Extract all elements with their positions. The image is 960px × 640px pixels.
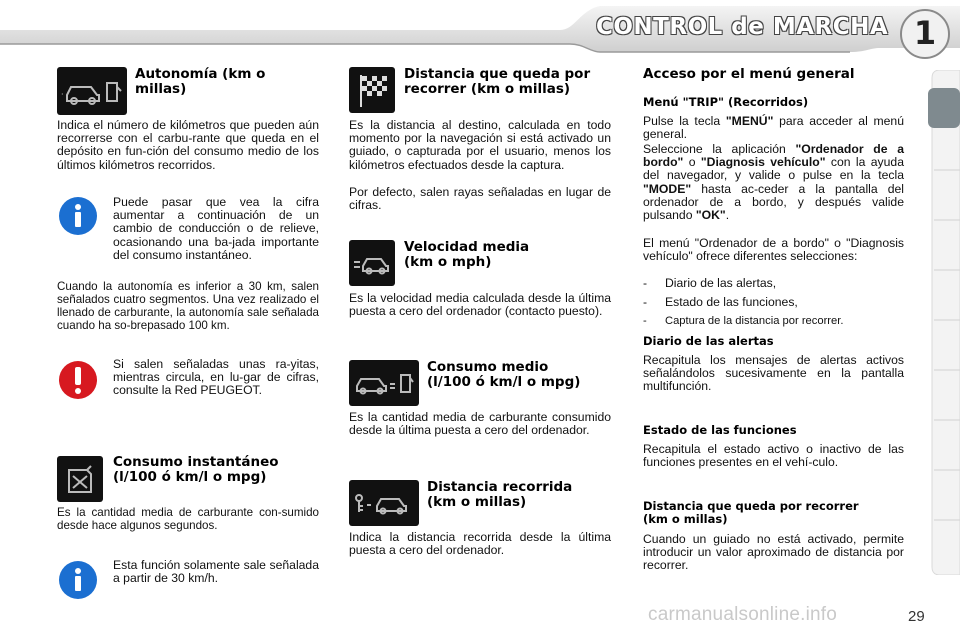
average-consumption-icon — [349, 360, 419, 406]
distancia-recorrer-heading: Distancia que queda por recorrer (km o millas) — [643, 499, 859, 526]
select-application-text: Seleccione la aplicación "Ordenador de a bordo" o "Diagnosis vehículo" con la ayuda del navegador, y valide o pulse en la tecla "MODE" hasta ac-ceder a la pantalla del ordenador de a bordo, y después valide pulsando "OK". — [643, 142, 905, 223]
info-icon-2 — [58, 560, 98, 600]
autonomia-text: Indica el número de kilómetros que pueden aún recorrerse con el carbu-rante que queda en el depósito en fun-ción del consumo medio de los últimos kilómetros recorridos. — [57, 118, 319, 172]
velocidad-media-title: Velocidad media (km o mph) — [404, 239, 530, 270]
info-icon — [58, 196, 98, 236]
selections-list — [643, 276, 905, 333]
menu-trip-heading: Menú "TRIP" (Recorridos) — [643, 95, 809, 109]
info-note-1: Puede pasar que vea la cifra aumentar a continuación de un cambio de conducción o de relieve, ocasionando una ba-jada importante del consumo instantáneo. — [113, 195, 319, 262]
average-speed-icon — [349, 240, 395, 286]
warning-note: Si salen señaladas unas ra-yitas, mientras circula, en lu-gar de cifras, consulte la Red PEUGEOT. — [113, 357, 319, 398]
watermark: carmanualsonline.info — [648, 604, 838, 625]
menu-access-title: Acceso por el menú general — [643, 66, 855, 82]
chapter-tabs[interactable] — [928, 70, 960, 575]
menu-selections-text: El menú "Ordenador de a bordo" o "Diagnosis vehículo" ofrece diferentes selecciones: — [643, 236, 904, 264]
list-item: - Estado de las funciones, — [643, 295, 798, 309]
list-item: - Captura de la distancia por recorrer. — [643, 315, 844, 327]
estado-heading: Estado de las funciones — [643, 423, 797, 437]
fuel-can-icon — [57, 456, 103, 502]
autonomia-low-text: Cuando la autonomía es inferior a 30 km, salen señalados cuatro segmentos. Una vez realizado el llenado de carburante, la autonomía sale señalada cuando ha so-brepasado 100 km. — [57, 280, 319, 332]
checkered-flag-icon — [349, 67, 395, 113]
velocidad-media-text: Es la velocidad media calculada desde la última puesta a cero del ordenador (contacto puesto). — [349, 291, 611, 319]
list-item: - Diario de las alertas, — [643, 276, 777, 290]
chapter-number: 1 — [913, 14, 937, 52]
info-note-2: Esta función solamente sale señalada a partir de 30 km/h. — [113, 558, 319, 586]
diario-text: Recapitula los mensajes de alertas activos señalándolos sucesivamente en la pantalla multifunción. — [643, 353, 904, 394]
page-title: CONTROL de MARCHA — [596, 14, 889, 40]
diario-heading: Diario de las alertas — [643, 334, 774, 348]
consumo-medio-title: Consumo medio (l/100 ó km/l o mpg) — [427, 359, 581, 390]
distance-travelled-icon — [349, 480, 419, 526]
estado-text: Recapitula el estado activo o inactivo de las funciones presentes en el vehí-culo. — [643, 442, 904, 470]
distancia-queda-default: Por defecto, salen rayas señaladas en lugar de cifras. — [349, 185, 611, 213]
distancia-recorrida-title: Distancia recorrida (km o millas) — [427, 479, 573, 510]
distancia-recorrer-text: Cuando un guiado no está activado, permite introducir un valor aproximado de distancia por recorrer. — [643, 532, 904, 573]
autonomia-title: Autonomía (km o millas) — [135, 66, 266, 97]
consumo-medio-text: Es la cantidad media de carburante consumido desde la última puesta a cero del ordenador. — [349, 410, 611, 438]
page-number: 29 — [908, 608, 925, 625]
consumo-instantaneo-title: Consumo instantáneo (l/100 ó km/l o mpg) — [113, 454, 279, 485]
menu-key-text: Pulse la tecla "MENÚ" para acceder al menú general. — [643, 114, 904, 142]
warning-icon — [58, 360, 98, 400]
range-fuel-icon — [57, 67, 127, 115]
distancia-recorrida-text: Indica la distancia recorrida desde la última puesta a cero del ordenador. — [349, 530, 611, 558]
distancia-queda-title: Distancia que queda por recorrer (km o millas) — [404, 66, 591, 97]
svg-text:·: · — [61, 90, 64, 99]
consumo-instantaneo-text: Es la cantidad media de carburante con-sumido desde hace algunos segundos. — [57, 506, 319, 532]
distancia-queda-text: Es la distancia al destino, calculada en todo momento por la navegación si está activado un guiado, o capturada por el usuario, menos los kilómetros efectuados desde la captura. — [349, 118, 611, 172]
